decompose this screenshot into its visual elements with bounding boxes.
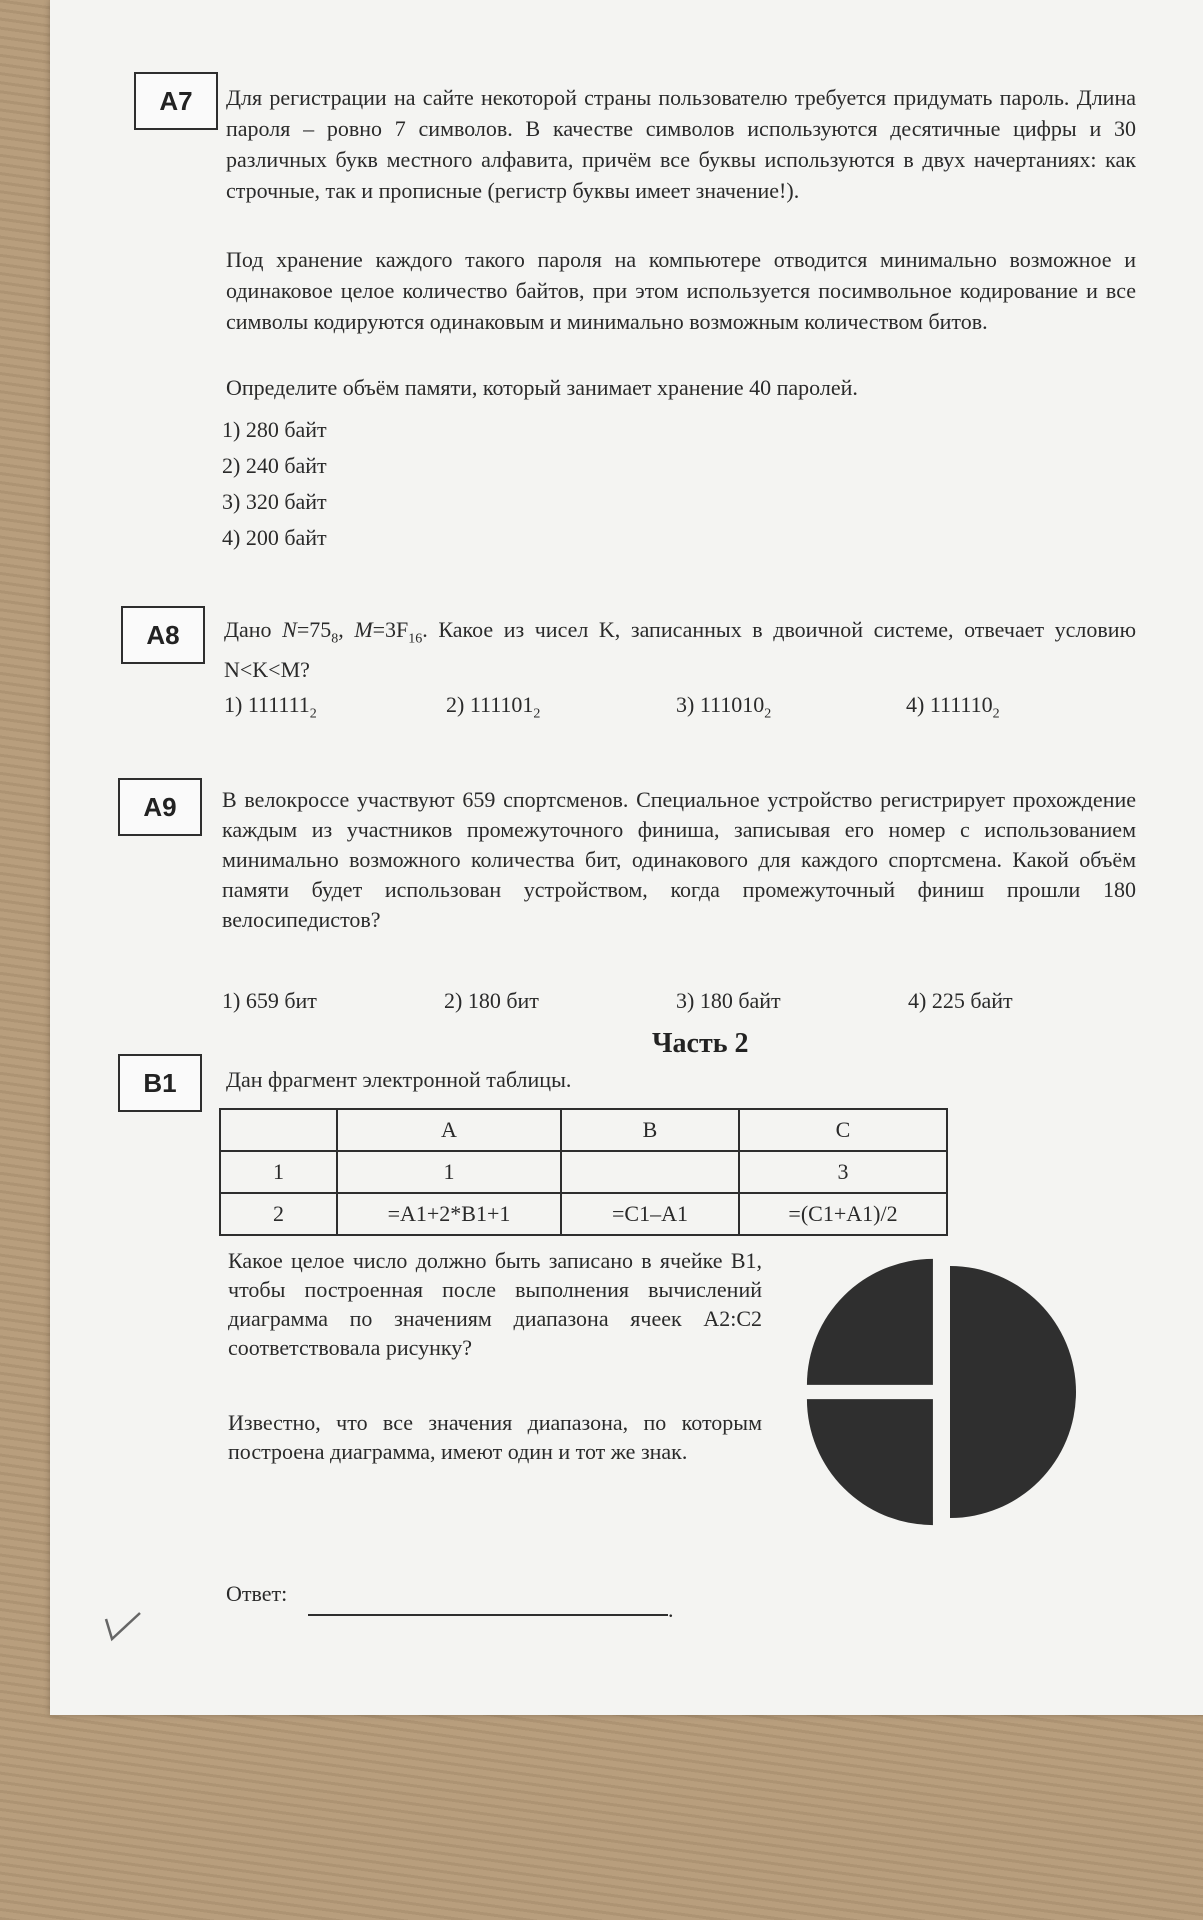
a8-option-1[interactable] (224, 692, 317, 722)
answer-input-line[interactable] (308, 1614, 668, 1616)
b1-question: Какое целое число должно быть записано в ячейке B1, чтобы построенная после выполнения вычислений диаграмма по значениям диапазона ячеек A2:C2 соответствовала рисунку? (228, 1248, 762, 1360)
a9-option-2[interactable]: 2) 180 бит (444, 988, 539, 1013)
a8-m-var: M (354, 617, 373, 642)
a7-options (222, 412, 327, 556)
table-corner-cell (220, 1109, 337, 1151)
a7-paragraph-1: Для регистрации на сайте некоторой страны пользователю требуется придумать пароль. Длина пароля – ровно 7 символов. В качестве символов используются десятичные цифры и 30 различных букв местного алфавита, причём все буквы используются в двух начертаниях: как строчные, так и прописные (регистр буквы имеет значение!). (226, 85, 1136, 203)
a8-n-var: N (282, 617, 297, 642)
pie-chart (790, 1242, 1090, 1542)
task-label-a9: A9 (118, 778, 202, 836)
answer-end: . (668, 1597, 674, 1622)
a7-paragraph-2: Под хранение каждого такого пароля на компьютере отводится минимально возможное и одинаковое целое количество байтов, при этом используется посимвольное кодирование и все символы кодируются одинаковым и минимально возможным количеством битов. (226, 247, 1136, 334)
task-label-a8: A8 (121, 606, 205, 664)
a9-option-4[interactable]: 4) 225 байт (908, 988, 1013, 1013)
a7-option-2[interactable]: 2) 240 байт (222, 453, 327, 478)
cell-c2: =(C1+A1)/2 (739, 1193, 947, 1235)
a8-question-rest: . Какое из чисел K, записанных в двоичной системе, отвечает условию N<K<M? (224, 617, 1137, 683)
option-base: 2 (533, 706, 541, 722)
a9-options (222, 988, 1082, 1022)
b1-intro: Дан фрагмент электронной таблицы. (226, 1067, 572, 1092)
a8-option-3[interactable] (676, 692, 771, 722)
cell-b1[interactable] (561, 1151, 739, 1193)
option-value: 111101 (469, 692, 534, 717)
cell-b2: =C1–A1 (561, 1193, 739, 1235)
column-header-c: C (739, 1109, 947, 1151)
a9-option-1[interactable]: 1) 659 бит (222, 988, 317, 1013)
a8-n-base: 8 (331, 631, 339, 647)
table-row (220, 1193, 947, 1235)
a8-options (224, 692, 1084, 726)
column-header-a: A (337, 1109, 561, 1151)
cell-a2: =A1+2*B1+1 (337, 1193, 561, 1235)
a7-option-3[interactable]: 3) 320 байт (222, 489, 327, 514)
a8-m-base: 16 (408, 631, 423, 647)
column-header-b: B (561, 1109, 739, 1151)
part-2-title: Часть 2 (652, 1028, 749, 1059)
cell-a1: 1 (337, 1151, 561, 1193)
spreadsheet-fragment (219, 1108, 948, 1236)
a9-question: В велокроссе участвуют 659 спортсменов. Специальное устройство регистрирует прохождение каждым из участников промежуточного финиша, записывая его номер с использованием минимально возможного количества бит, одинакового для каждого спортсмена. Какой объём памяти будет использован устройством, когда промежуточный финиш прошли 180 велосипедистов? (222, 787, 1136, 932)
pie-slice-3 (807, 1259, 933, 1385)
table-header-row (220, 1109, 947, 1151)
option-number: 2) (446, 692, 465, 717)
a9-option-3[interactable]: 3) 180 байт (676, 988, 781, 1013)
option-number: 1) (224, 692, 243, 717)
option-value: 111010 (699, 692, 765, 717)
option-number: 4) (906, 692, 925, 717)
a8-n-value: =75 (296, 617, 332, 642)
pencil-tick-mark (100, 1605, 146, 1645)
cell-c1: 3 (739, 1151, 947, 1193)
a8-given-text: Дано (224, 617, 283, 642)
a8-question (224, 614, 1136, 685)
table-row (220, 1151, 947, 1193)
row-header-2: 2 (220, 1193, 337, 1235)
option-base: 2 (764, 706, 772, 722)
b1-note: Известно, что все значения диапазона, по которым построена диаграмма, имеют один и тот же знак. (228, 1410, 762, 1464)
a8-option-2[interactable] (446, 692, 540, 722)
task-label-b1: B1 (118, 1054, 202, 1112)
a7-option-4[interactable]: 4) 200 байт (222, 525, 327, 550)
option-value: 111110 (929, 692, 993, 717)
option-base: 2 (992, 706, 1000, 722)
a7-paragraph-3: Определите объём памяти, который занимает хранение 40 паролей. (226, 375, 858, 400)
answer-label: Ответ: (226, 1581, 288, 1606)
pie-slice-1 (950, 1266, 1076, 1518)
row-header-1: 1 (220, 1151, 337, 1193)
a8-option-4[interactable] (906, 692, 1000, 722)
a7-option-1[interactable]: 1) 280 байт (222, 417, 327, 442)
task-label-a7: A7 (134, 72, 218, 130)
a8-m-value: =3F (372, 617, 409, 642)
option-number: 3) (676, 692, 695, 717)
pie-slice-2 (807, 1399, 933, 1525)
a8-sep: , (338, 617, 355, 642)
option-base: 2 (309, 706, 317, 722)
option-value: 111111 (247, 692, 310, 717)
